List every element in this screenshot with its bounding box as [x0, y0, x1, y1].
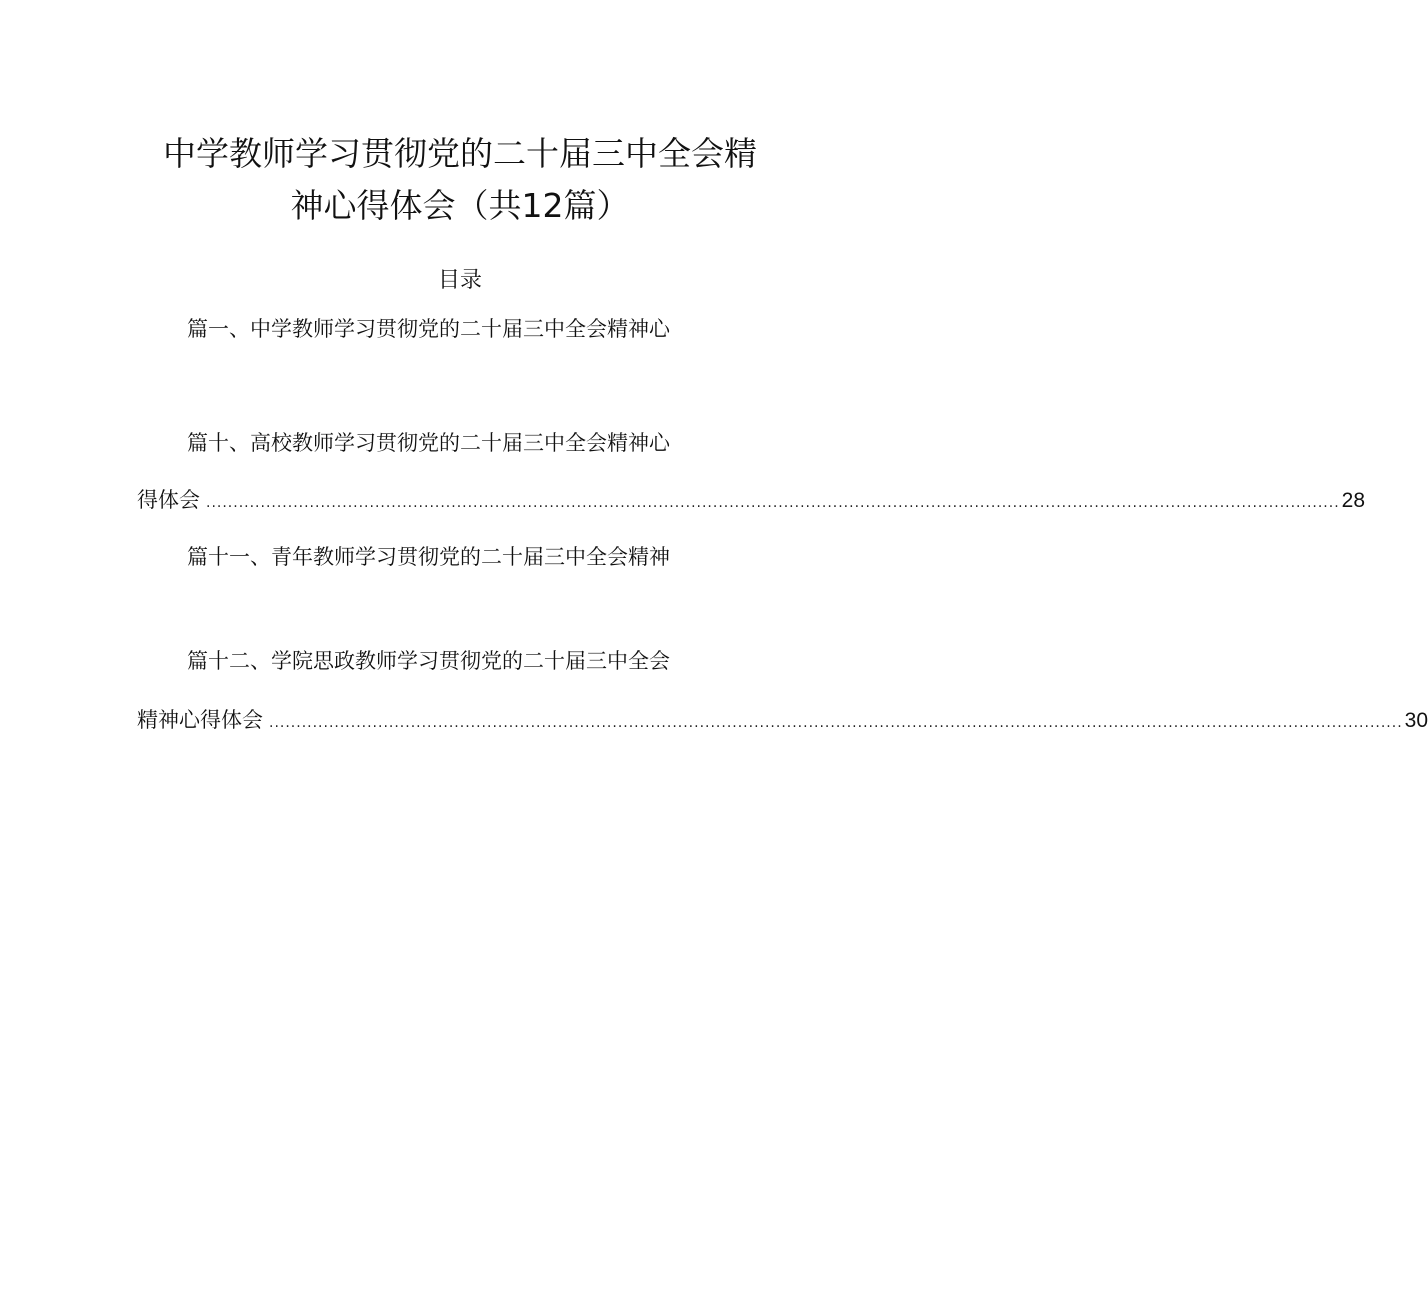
document-title-line-1: 中学教师学习贯彻党的二十届三中全会精 — [163, 134, 757, 173]
toc-entry-4-page-number: 30 — [1404, 709, 1428, 732]
toc-entry-4-text[interactable]: 篇十二、学院思政教师学习贯彻党的二十届三中全会 — [187, 649, 670, 673]
toc-entry-2-text[interactable]: 篇十、高校教师学习贯彻党的二十届三中全会精神心 — [187, 431, 670, 455]
toc-heading: 目录 — [437, 268, 482, 293]
toc-entry-2-continuation: 得体会 — [137, 488, 200, 512]
toc-entry-1-text[interactable]: 篇一、中学教师学习贯彻党的二十届三中全会精神心 — [187, 317, 670, 341]
toc-entry-4-continuation: 精神心得体会 — [137, 708, 263, 732]
toc-entry-4-leader-line[interactable] — [137, 705, 1428, 735]
toc-dot-leader: ................................................................................................................................................................................................................ — [269, 715, 1403, 731]
document-title-line-2: 神心得体会（共12篇） — [290, 186, 630, 225]
toc-entry-2-leader-line[interactable] — [137, 485, 1365, 515]
toc-entry-2-page-number: 28 — [1341, 489, 1365, 512]
toc-entry-3-text[interactable]: 篇十一、青年教师学习贯彻党的二十届三中全会精神 — [187, 545, 670, 569]
toc-dot-leader: ................................................................................................................................................................................................................ — [206, 495, 1340, 511]
